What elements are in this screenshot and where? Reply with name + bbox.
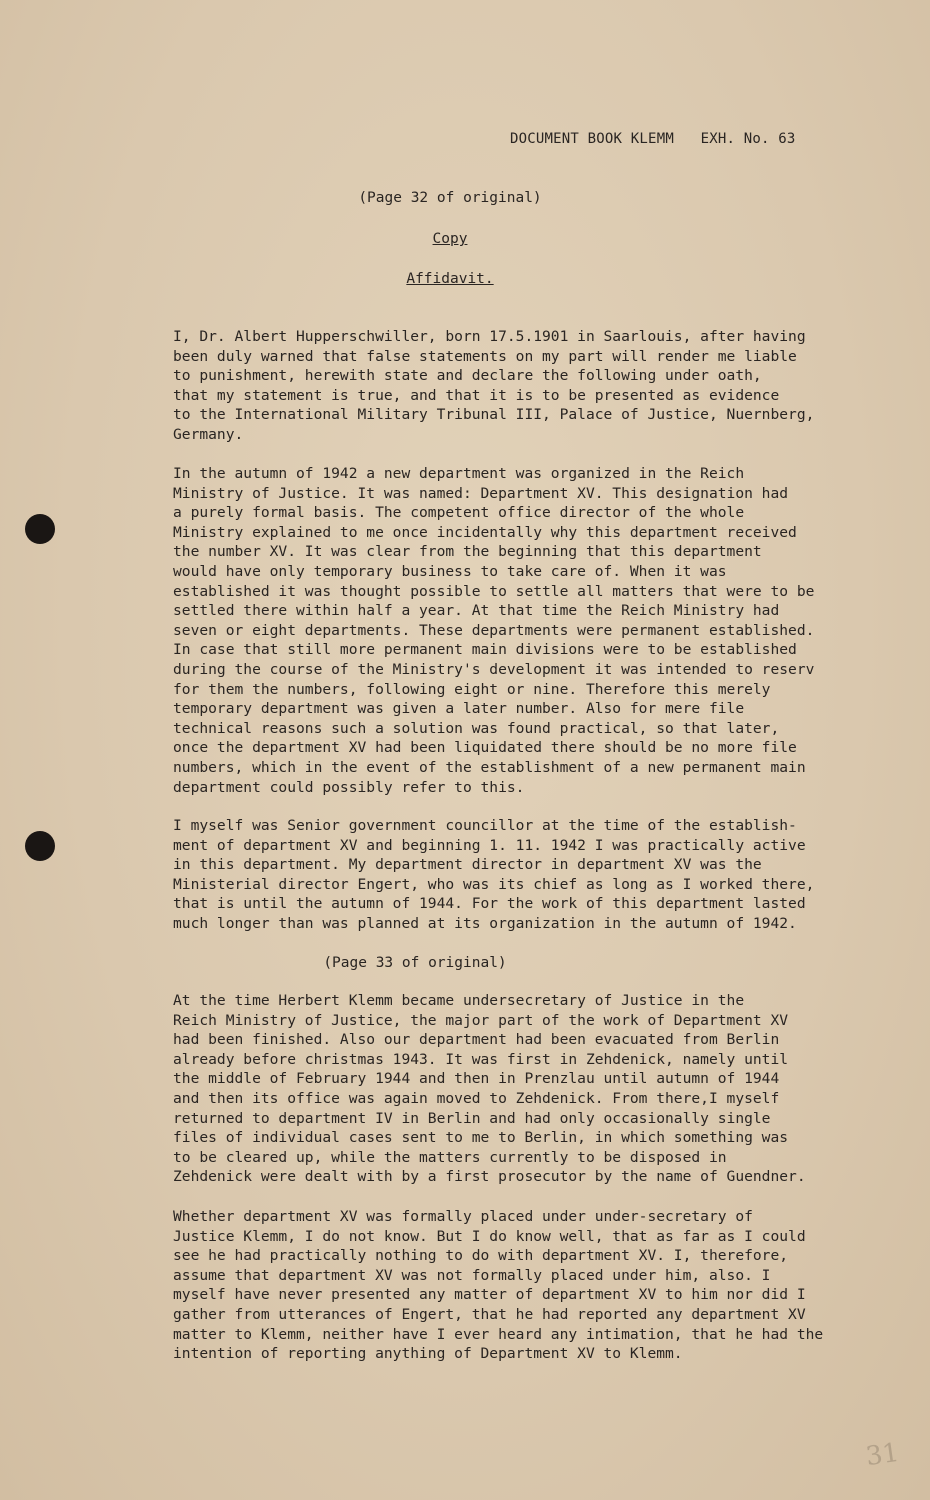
text-line: assume that department XV was not formally placed under him, also. I: [173, 1266, 771, 1284]
text-line: to punishment, herewith state and declare the following under oath,: [173, 367, 762, 385]
punch-hole: [25, 514, 55, 544]
text-line: files of individual cases sent to me to Berlin, in which something was: [173, 1129, 789, 1147]
punch-hole: [25, 831, 55, 861]
text-line: the number XV. It was clear from the beginning that this department: [173, 543, 762, 561]
text-line: had been finished. Also our department had been evacuated from Berlin: [173, 1031, 780, 1049]
text-line: Reich Ministry of Justice, the major part of the work of Department XV: [173, 1011, 789, 1029]
document-title: Affidavit.: [406, 271, 494, 287]
text-line: and then its office was again moved to Zehdenick. From there,I myself: [173, 1089, 780, 1107]
text-line: I myself was Senior government councillor at the time of the establish-: [173, 817, 797, 834]
text-line: much longer than was planned at its organization in the autumn of 1942.: [173, 914, 797, 932]
text-line: settled there within half a year. At that time the Reich Ministry had: [173, 602, 780, 620]
text-line: already before christmas 1943. It was first in Zehdenick, namely until: [173, 1050, 789, 1068]
copy-label: Copy: [432, 231, 468, 247]
document-book-label: DOCUMENT BOOK KLEMM: [510, 131, 674, 147]
text-line: in this department. My department director in department XV was the: [173, 856, 762, 874]
page-marker-32: (Page 32 of original): [358, 190, 542, 206]
text-line: Ministerial director Engert, who was its chief as long as I worked there,: [173, 875, 815, 893]
text-line: In case that still more permanent main divisions were to be established: [173, 641, 797, 659]
text-line: ment of department XV and beginning 1. 11. 1942 I was practically active: [173, 836, 806, 854]
text-line: numbers, which in the event of the establishment of a new permanent main: [173, 758, 806, 776]
text-line: to be cleared up, while the matters currently to be disposed in: [173, 1148, 727, 1166]
text-line: intention of reporting anything of Department XV to Klemm.: [173, 1345, 683, 1363]
handwritten-page-number: 31: [864, 1437, 902, 1473]
text-line: In the autumn of 1942 a new department was organized in the Reich: [173, 465, 745, 482]
page-marker-33: (Page 33 of original): [323, 955, 507, 971]
paragraph-oath: [173, 327, 885, 445]
paragraph-department-xv: [173, 464, 885, 797]
text-line: a purely formal basis. The competent office director of the whole: [173, 504, 745, 522]
text-line: the middle of February 1944 and then in Prenzlau until autumn of 1944: [173, 1070, 780, 1088]
text-line: been duly warned that false statements on my part will render me liable: [173, 347, 797, 365]
exhibit-number: EXH. No. 63: [700, 131, 796, 147]
text-line: Justice Klemm, I do not know. But I do know well, that as far as I could: [173, 1227, 806, 1245]
text-line: see he had practically nothing to do with department XV. I, therefore,: [173, 1247, 789, 1265]
text-line: seven or eight departments. These departments were permanent established.: [173, 621, 815, 639]
text-line: temporary department was given a later number. Also for mere file: [173, 700, 745, 718]
text-line: once the department XV had been liquidated there should be no more file: [173, 739, 797, 757]
text-line: gather from utterances of Engert, that he had reported any department XV: [173, 1305, 806, 1323]
text-line: technical reasons such a solution was found practical, so that later,: [173, 719, 780, 737]
text-line: myself have never presented any matter of department XV to him nor did I: [173, 1286, 806, 1304]
text-line: Ministry of Justice. It was named: Department XV. This designation had: [173, 484, 789, 502]
text-line: would have only temporary business to take care of. When it was: [173, 562, 727, 580]
paragraph-klemm-undersecretary: [173, 991, 885, 1187]
text-line: At the time Herbert Klemm became undersecretary of Justice in the: [173, 992, 745, 1009]
text-line: Ministry explained to me once incidentally why this department received: [173, 523, 797, 541]
text-line: matter to Klemm, neither have I ever heard any intimation, that he had the: [173, 1325, 824, 1343]
text-line: that is until the autumn of 1944. For the work of this department lasted: [173, 895, 806, 913]
text-line: department could possibly refer to this.: [173, 778, 525, 796]
text-line: to the International Military Tribunal III, Palace of Justice, Nuernberg,: [173, 406, 815, 424]
text-line: established it was thought possible to settle all matters that were to be: [173, 582, 815, 600]
text-line: Zehdenick were dealt with by a first prosecutor by the name of Guendner.: [173, 1168, 806, 1186]
paragraph-formal-placement: [173, 1207, 885, 1364]
text-line: for them the numbers, following eight or nine. Therefore this merely: [173, 680, 771, 698]
text-line: Whether department XV was formally placed under under-secretary of: [173, 1208, 753, 1225]
text-line: that my statement is true, and that it is to be presented as evidence: [173, 386, 780, 404]
text-line: during the course of the Ministry's development it was intended to reserv: [173, 660, 815, 678]
text-line: I, Dr. Albert Hupperschwiller, born 17.5.1901 in Saarlouis, after having: [173, 328, 806, 345]
text-line: Germany.: [173, 425, 244, 443]
paragraph-senior-councillor: [173, 816, 885, 934]
document-header: [510, 131, 814, 147]
text-line: returned to department IV in Berlin and had only occasionally single: [173, 1109, 771, 1127]
